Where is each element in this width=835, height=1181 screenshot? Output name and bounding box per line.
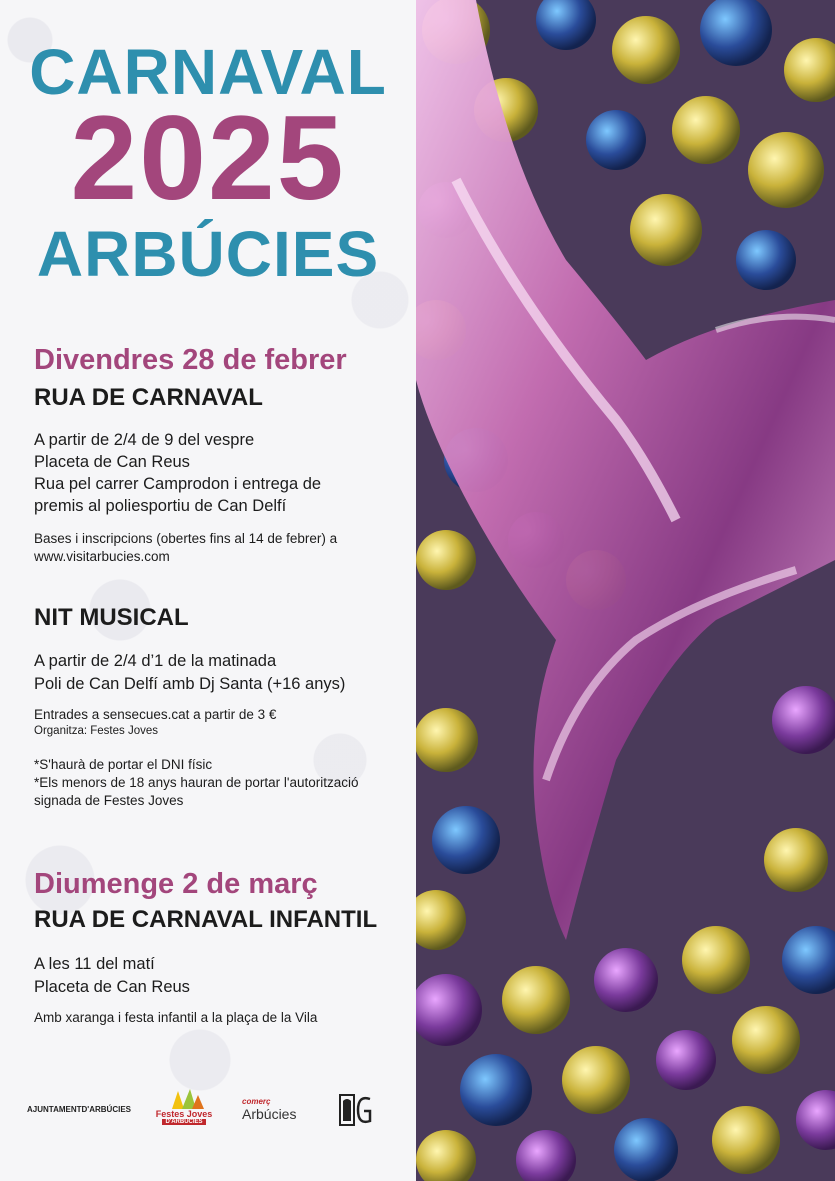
- event1-detail: Placeta de Can Reus: [34, 453, 190, 471]
- event1-note: Bases i inscripcions (obertes fins al 14 de febrer) a: [34, 531, 338, 546]
- festes-joves-logo: Festes Joves D'ARBÚCIES: [154, 1084, 214, 1128]
- title-carnaval: CARNAVAL: [29, 36, 387, 108]
- event2-detail: A partir de 2/4 d’1 de la matinada: [34, 652, 277, 670]
- ajuntament-logo: AJUNTAMENT D'ARBÚCIES: [34, 1094, 124, 1124]
- emblem-icon: [338, 1091, 374, 1129]
- event2-tickets: Entrades a sensecues.cat a partir de 3 €: [34, 707, 277, 722]
- event3-title: RUA DE CARNAVAL INFANTIL: [34, 906, 378, 933]
- comerc-arbucies-logo: comerç Arbúcies: [242, 1096, 297, 1122]
- event1-detail: A partir de 2/4 de 9 del vespre: [34, 431, 255, 449]
- event2-warning: *S'haurà de portar el DNI físic: [34, 757, 213, 772]
- title-year: 2025: [70, 91, 346, 225]
- event3-detail: Placeta de Can Reus: [34, 978, 190, 996]
- event1-website: www.visitarbucies.com: [34, 549, 170, 564]
- event1-date: Divendres 28 de febrer: [34, 344, 347, 376]
- event1-detail: premis al poliesportiu de Can Delfí: [34, 497, 287, 515]
- event1-title: RUA DE CARNAVAL: [34, 384, 263, 411]
- event2-organizer: Organitza: Festes Joves: [34, 725, 158, 737]
- event1-detail: Rua pel carrer Camprodon i entrega de: [34, 475, 322, 493]
- event3-date: Diumenge 2 de març: [34, 868, 318, 900]
- title-town: ARBÚCIES: [36, 218, 380, 290]
- event2-detail: Poli de Can Delfí amb Dj Santa (+16 anys): [34, 675, 346, 693]
- event3-note: Amb xaranga i festa infantil a la plaça de la Vila: [34, 1010, 318, 1025]
- mask-confetti-illustration: [416, 0, 835, 1181]
- event3-detail: A les 11 del matí: [34, 955, 155, 973]
- carnival-mask-photo: [416, 0, 835, 1181]
- event2-warning: signada de Festes Joves: [34, 793, 184, 808]
- sponsor-logos: [27, 1080, 390, 1140]
- event2-title: NIT MUSICAL: [34, 604, 189, 631]
- festes-joves-icon: [164, 1087, 204, 1109]
- emblem-logo: [336, 1090, 376, 1130]
- text-panel: [0, 0, 416, 1181]
- event2-warning: *Els menors de 18 anys hauran de portar l'autorització: [34, 775, 359, 790]
